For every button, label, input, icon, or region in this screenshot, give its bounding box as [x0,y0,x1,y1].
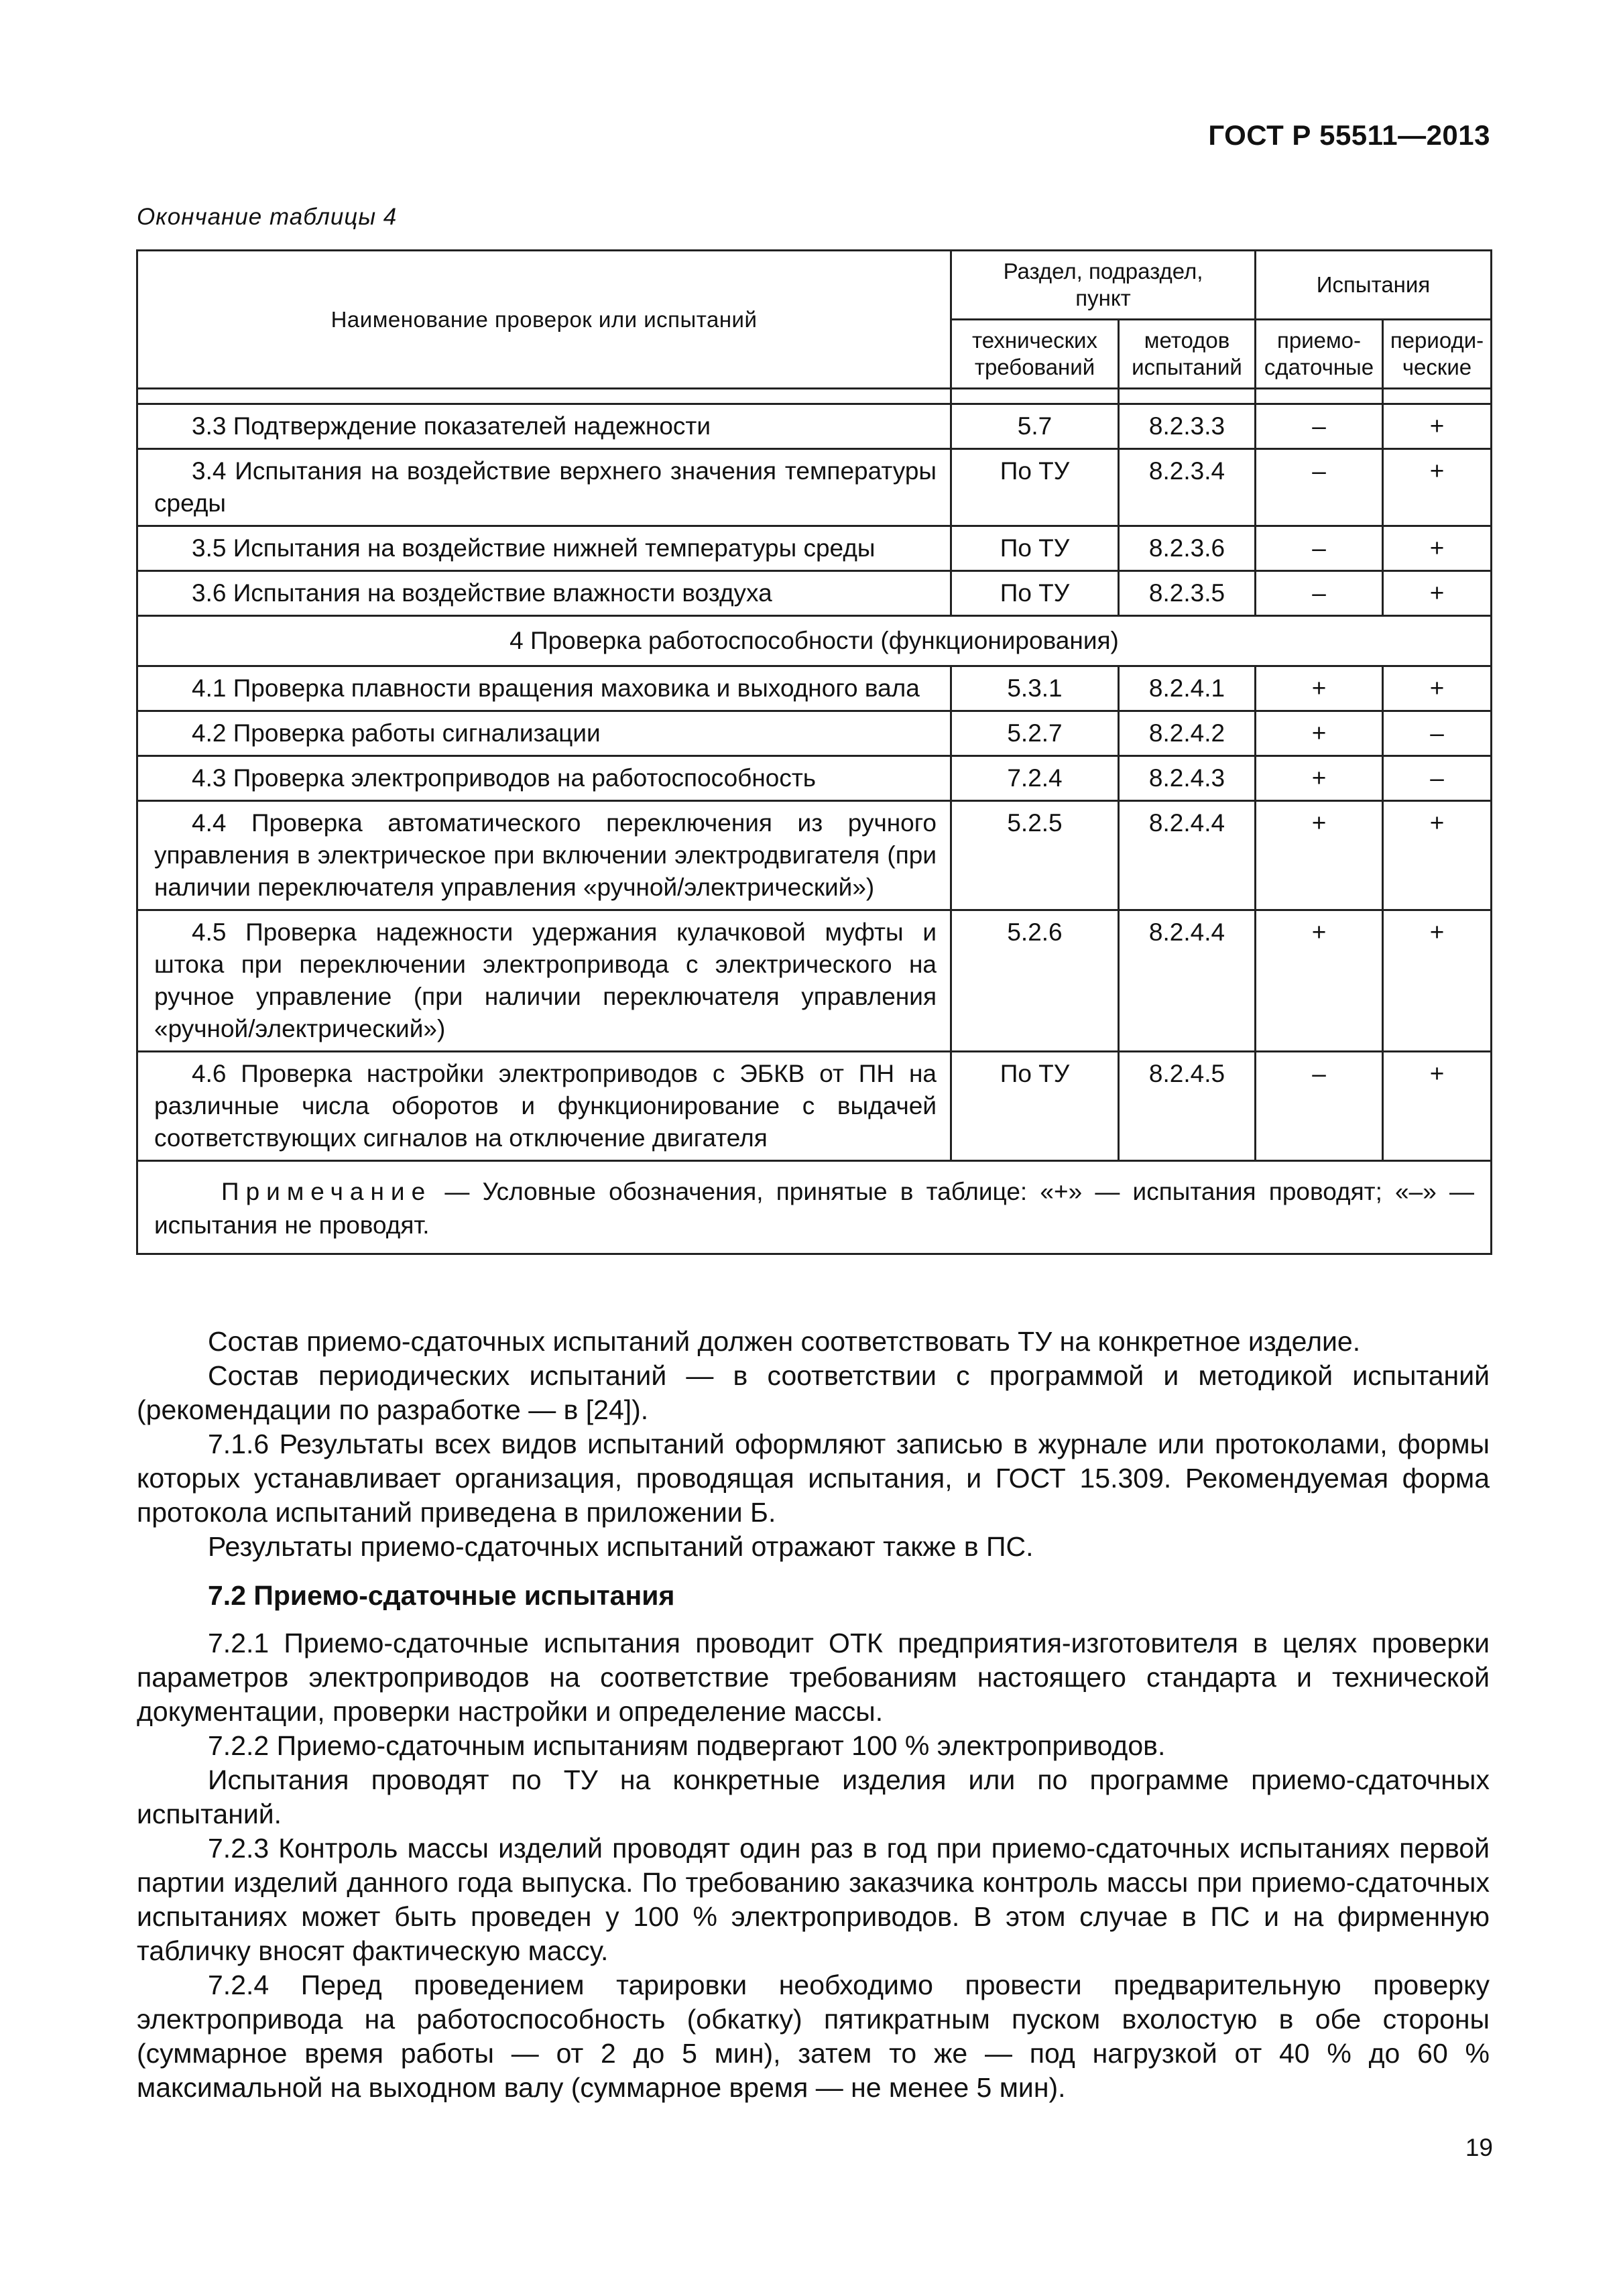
row-periodic: – [1383,711,1492,756]
row-method: 8.2.4.2 [1119,711,1256,756]
row-req: 5.2.5 [951,801,1119,910]
table-row [137,711,1492,756]
row-req: 5.7 [951,404,1119,449]
row-acceptance: – [1256,571,1383,616]
row-req: 5.2.7 [951,711,1119,756]
document-code: ГОСТ Р 55511—2013 [1208,119,1490,151]
row-name: 4.4 Проверка автоматического переключения из ручного управления в электрическое при включении электродвигателя (при наличии переключателя управления «ручной/электрический») [154,809,937,901]
note-text: — Условные обозначения, принятые в таблице: «+» — испытания проводят; «–» — испытания не проводят. [154,1178,1474,1239]
row-acceptance: – [1256,404,1383,449]
row-acceptance: – [1256,1052,1383,1161]
table-row [137,1052,1492,1161]
col-header-section: Раздел, подраздел, пункт [951,251,1256,320]
tests-table [136,249,1492,1255]
row-method: 8.2.3.5 [1119,571,1256,616]
row-acceptance: + [1256,756,1383,801]
row-method: 8.2.4.1 [1119,666,1256,711]
row-req: 7.2.4 [951,756,1119,801]
row-name: 3.4 Испытания на воздействие верхнего значения температуры среды [154,457,937,517]
row-periodic: + [1383,404,1492,449]
table-caption: Окончание таблицы 4 [137,204,398,230]
row-name: 4.2 Проверка работы сигнализации [192,719,601,747]
table-row [137,571,1492,616]
row-name: 3.6 Испытания на воздействие влажности воздуха [192,579,772,607]
table-row [137,526,1492,571]
row-name: 4.6 Проверка настройки электроприводов с ЭБКВ от ПН на различные числа оборотов и функционирование с выдачей соответствующих сигналов на отключение двигателя [154,1060,937,1152]
header-separator [137,389,1492,404]
row-req: По ТУ [951,449,1119,526]
row-periodic: + [1383,526,1492,571]
row-name: 4.5 Проверка надежности удержания кулачковой муфты и штока при переключении электропривода с электрического на ручное управление (при наличии переключателя управления «ручной/электрический») [154,918,937,1042]
row-acceptance: + [1256,711,1383,756]
col-header-periodic: периоди-ческие [1383,320,1492,389]
row-req: 5.3.1 [951,666,1119,711]
row-acceptance: + [1256,666,1383,711]
paragraph: Испытания проводят по ТУ на конкретные изделия или по программе приемо-сдаточных испытаний. [137,1764,1490,1829]
row-req: 5.2.6 [951,910,1119,1052]
table-header-row [137,251,1492,320]
table-row [137,756,1492,801]
table-note-row [137,1161,1492,1254]
row-method: 8.2.3.3 [1119,404,1256,449]
row-acceptance: – [1256,526,1383,571]
paragraph: 7.2.2 Приемо-сдаточным испытаниям подвергают 100 % электроприводов. [208,1730,1166,1761]
row-periodic: – [1383,756,1492,801]
paragraph: 7.2.4 Перед проведением тарировки необходимо провести предварительную проверку электропривода на работоспособность (обкатку) пятикратным пуском вхолостую в обе стороны (суммарное время работы — от 2 до 5 мин), затем то же — под нагрузкой от 40 % до 60 % максимальной на выходном валу (суммарное время — не менее 5 мин). [137,1970,1490,2103]
col-header-tech-req: технических требований [951,320,1119,389]
row-req: По ТУ [951,571,1119,616]
note-label: Примечание [221,1178,432,1205]
row-acceptance: + [1256,801,1383,910]
paragraph: 7.1.6 Результаты всех видов испытаний оформляют записью в журнале или протоколами, формы которых устанавливает организация, проводящая испытания, и ГОСТ 15.309. Рекомендуемая форма протокола испытаний приведена в приложении Б. [137,1429,1490,1528]
table-row [137,404,1492,449]
page-number: 19 [1465,2134,1493,2161]
row-periodic: + [1383,571,1492,616]
row-periodic: + [1383,1052,1492,1161]
row-periodic: + [1383,449,1492,526]
table-row [137,910,1492,1052]
row-periodic: + [1383,666,1492,711]
row-name: 4.1 Проверка плавности вращения маховика и выходного вала [192,674,920,702]
col-header-acceptance: приемо-сдаточные [1256,320,1383,389]
row-method: 8.2.4.4 [1119,910,1256,1052]
row-method: 8.2.4.5 [1119,1052,1256,1161]
row-acceptance: – [1256,449,1383,526]
row-periodic: + [1383,910,1492,1052]
paragraph: 7.2.1 Приемо-сдаточные испытания проводит ОТК предприятия-изготовителя в целях проверки параметров электроприводов на соответствие требованиям настоящего стандарта и технической документации, проверки настройки и определение массы. [137,1628,1490,1727]
row-req: По ТУ [951,526,1119,571]
section-heading: 7.2 Приемо-сдаточные испытания [208,1580,675,1611]
row-method: 8.2.3.6 [1119,526,1256,571]
row-acceptance: + [1256,910,1383,1052]
row-method: 8.2.4.3 [1119,756,1256,801]
row-req: По ТУ [951,1052,1119,1161]
paragraph: Результаты приемо-сдаточных испытаний отражают также в ПС. [208,1531,1034,1562]
row-periodic: + [1383,801,1492,910]
table-row [137,801,1492,910]
paragraph: 7.2.3 Контроль массы изделий проводят один раз в год при приемо-сдаточных испытаниях первой партии изделий данного года выпуска. По требованию заказчика контроль массы при приемо-сдаточных испытаниях может быть проведен у 100 % электроприводов. В этом случае в ПС и на фирменную табличку вносят фактическую массу. [137,1833,1490,1966]
table-row [137,666,1492,711]
row-method: 8.2.4.4 [1119,801,1256,910]
table-row [137,449,1492,526]
col-header-name: Наименование проверок или испытаний [137,251,951,389]
row-name: 4.3 Проверка электроприводов на работоспособность [192,764,817,792]
col-header-methods: методов испытаний [1119,320,1256,389]
col-header-tests: Испытания [1256,251,1492,320]
section-title: 4 Проверка работоспособности (функционирования) [137,616,1492,666]
body-text [137,1325,1490,2105]
paragraph: Состав периодических испытаний — в соответствии с программой и методикой испытаний (рекомендации по разработке — в [24]). [137,1360,1490,1425]
row-name: 3.3 Подтверждение показателей надежности [192,412,711,440]
row-method: 8.2.3.4 [1119,449,1256,526]
row-name: 3.5 Испытания на воздействие нижней температуры среды [192,534,876,562]
section-row [137,616,1492,666]
paragraph: Состав приемо-сдаточных испытаний должен соответствовать ТУ на конкретное изделие. [208,1326,1361,1357]
